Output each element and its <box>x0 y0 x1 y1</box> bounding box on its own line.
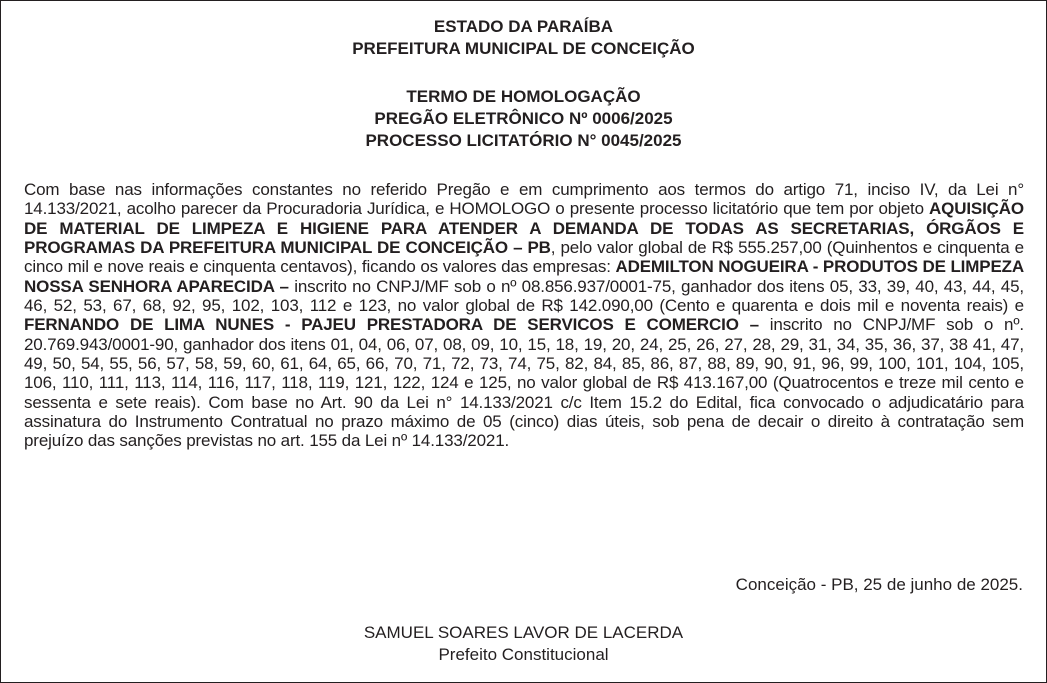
title-line-3: PROCESSO LICITATÓRIO N° 0045/2025 <box>365 131 682 150</box>
place-and-date: Conceição - PB, 25 de junho de 2025. <box>735 575 1023 594</box>
procurement-object: AQUISIÇÃO DE MATERIAL DE LIMPEZA E HIGIENE PARA ATENDER A DEMANDA DE TODAS AS SECRETARIAS, ÓRGÃOS E PROGRAMAS DA PREFEITURA MUNICIPAL DE CONCEIÇÃO – PB <box>24 199 1024 258</box>
signature-block <box>0 622 1047 666</box>
municipality-name: PREFEITURA MUNICIPAL DE CONCEIÇÃO <box>352 39 695 58</box>
signatory-name: SAMUEL SOARES LAVOR DE LACERDA <box>363 623 684 642</box>
company-2-name: FERNANDO DE LIMA NUNES - PAJEU PRESTADORA DE SERVICOS E COMERCIO – <box>24 315 759 335</box>
title-line-2: PREGÃO ELETRÔNICO Nº 0006/2025 <box>374 109 673 128</box>
company-2-details: inscrito no CNPJ/MF sob o nº. 20.769.943/0001-90, ganhador dos itens 01, 04, 06, 07, 08, 09, 10, 15, 18, 19, 20, 24, 25, 26, 27, 28, 29, 31, 34, 35, 36, 37, 38 41, 47, 49, 50, 54, 55, 56, 57, 58, 59, 60, 61, 64, 65, 66, 70, 71, 72, 73, 74, 75, 82, 84, 85, 86, 87, 88, 89, 90, 91, 96, 99, 100, 101, 104, 105, 106, 110, 111, 113, 114, 116, 117, 118, 119, 121, 122, 124 e 125, no valor global de R$ 413.167,00 (Quatrocentos e treze mil cento e sessenta e sete reais). Com base no Art. 90 da Lei n° 14.133/2021 c/c Item 15.2 do Edital, fica convocado o adjudicatário para assinatura do Instrumento Contratual no prazo máximo de 05 (cinco) dias úteis, sob pena de decair o direito à contratação sem prejuízo das sanções previstas no art. 155 da Lei nº 14.133/2021. <box>24 315 1024 451</box>
document-header <box>0 16 1047 60</box>
document-title <box>0 86 1047 152</box>
state-name: ESTADO DA PARAÍBA <box>433 17 614 36</box>
document-body <box>24 180 1024 451</box>
company-1-name: ADEMILTON NOGUEIRA - PRODUTOS DE LIMPEZA NOSSA SENHORA APARECIDA – <box>24 257 1024 296</box>
body-intro: Com base nas informações constantes no referido Pregão e em cumprimento aos termos do artigo 71, inciso IV, da Lei n° 14.133/2021, acolho parecer da Procuradoria Jurídica, e HOMOLOGO o presente processo licitatório que tem por objeto <box>24 180 1024 219</box>
signatory-role: Prefeito Constitucional <box>438 645 609 664</box>
body-global-value: , pelo valor global de R$ 555.257,00 (Quinhentos e cinquenta e cinco mil e nove reais e cinquenta centavos), ficando os valores das empresas: <box>24 238 1024 277</box>
title-line-1: TERMO DE HOMOLOGAÇÃO <box>406 87 641 106</box>
company-1-details: inscrito no CNPJ/MF sob o nº 08.856.937/0001-75, ganhador dos itens 05, 33, 39, 40, 43, 44, 45, 46, 52, 53, 67, 68, 92, 95, 102, 103, 112 e 123, no valor global de R$ 142.090,00 (Cento e quarenta e dois mil e noventa reais) e <box>24 276 1024 316</box>
